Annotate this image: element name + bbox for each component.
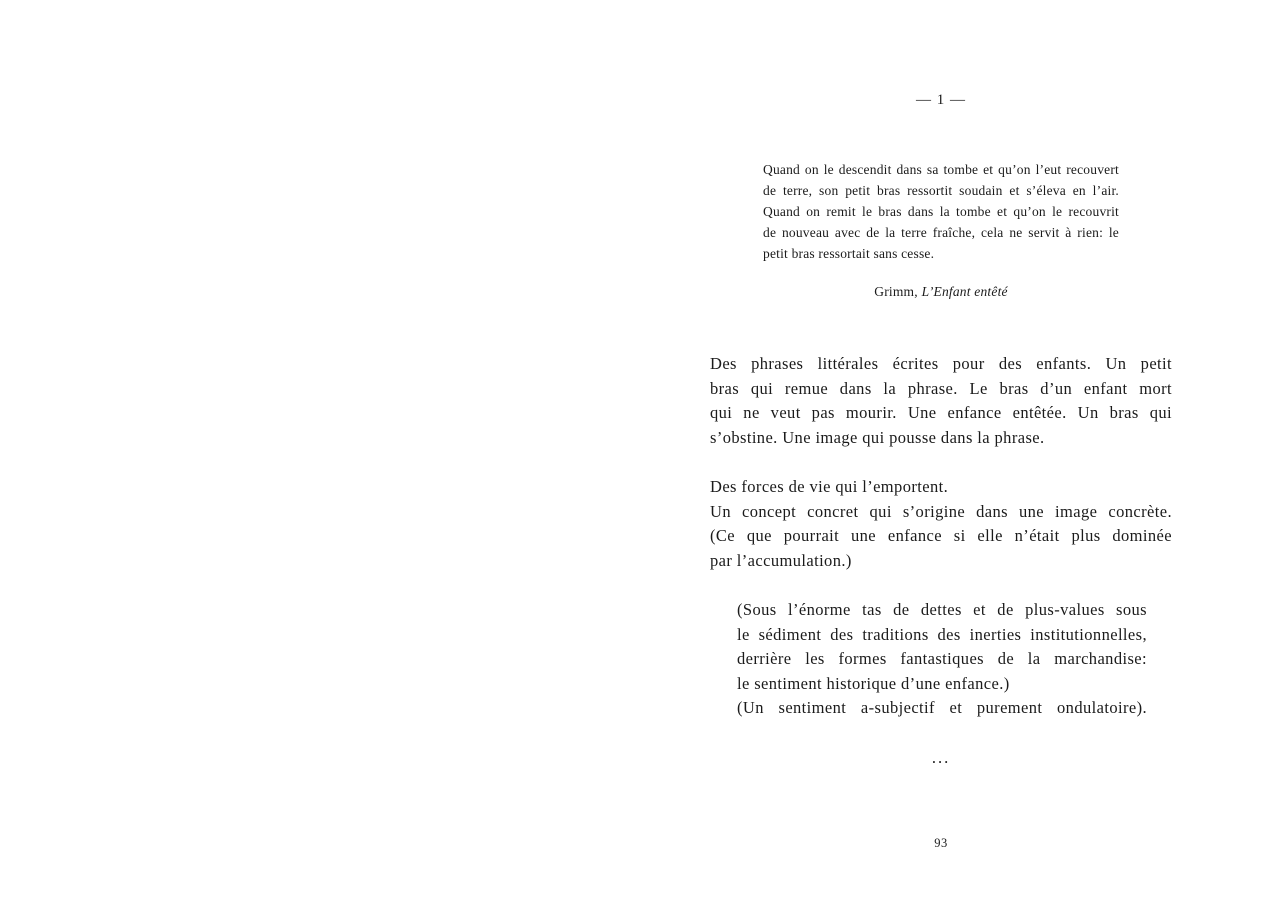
body-line: (Ce que pourrait une enfance si elle n’était plus dominée <box>710 526 1172 546</box>
body-line: Des phrases littérales écrites pour des enfants. Un petit <box>710 354 1172 373</box>
indented-line: (Un sentiment a-subjectif et purement ondulatoire). <box>737 698 1147 718</box>
body-line: Un concept concret qui s’origine dans une image concrète. <box>710 501 1172 521</box>
body-line: bras qui remue dans la phrase. Le bras d’un enfant mort <box>710 378 1172 398</box>
epigraph-line: Quand on remit le bras dans la tombe et qu’on le recouvrit <box>763 204 1119 219</box>
paragraph-gap <box>710 573 1172 598</box>
book-page <box>710 0 1172 770</box>
epigraph-line: de terre, son petit bras ressortit soudain et s’éleva en l’air. <box>763 183 1119 198</box>
epigraph-line: de nouveau avec de la terre fraîche, cela ne servit à rien: le <box>763 225 1119 240</box>
epigraph-line: petit bras ressortait sans cesse. <box>763 246 935 261</box>
epigraph-attribution <box>710 284 1172 300</box>
epigraph <box>763 159 1119 264</box>
attribution-work-title: L’Enfant entêté <box>921 284 1008 299</box>
body-paragraph <box>710 352 1172 450</box>
paragraph-gap <box>710 450 1172 475</box>
indented-line: le sentiment historique d’une enfance.) <box>737 673 1010 693</box>
page-number: 93 <box>934 836 948 850</box>
indented-line: le sédiment des traditions des inerties institutionnelles, <box>737 624 1147 644</box>
indented-line: derrière les formes fantastiques de la marchandise: <box>737 649 1147 669</box>
body-line: qui ne veut pas mourir. Une enfance entêtée. Un bras qui <box>710 403 1172 423</box>
body-line: Des forces de vie qui l’emportent. <box>710 476 949 496</box>
body-text <box>710 352 1172 770</box>
chapter-heading: — 1 — <box>916 92 966 108</box>
attribution-author: Grimm, <box>874 284 918 299</box>
body-paragraph <box>710 475 1172 573</box>
body-line: s’obstine. Une image qui pousse dans la phrase. <box>710 427 1045 447</box>
epigraph-line: Quand on le descendit dans sa tombe et qu’on l’eut recouvert <box>763 162 1119 177</box>
indented-block <box>737 598 1147 721</box>
body-line: par l’accumulation.) <box>710 550 852 570</box>
section-break-ellipsis: ... <box>931 747 951 767</box>
indented-line: (Sous l’énorme tas de dettes et de plus-values sous <box>737 599 1147 619</box>
